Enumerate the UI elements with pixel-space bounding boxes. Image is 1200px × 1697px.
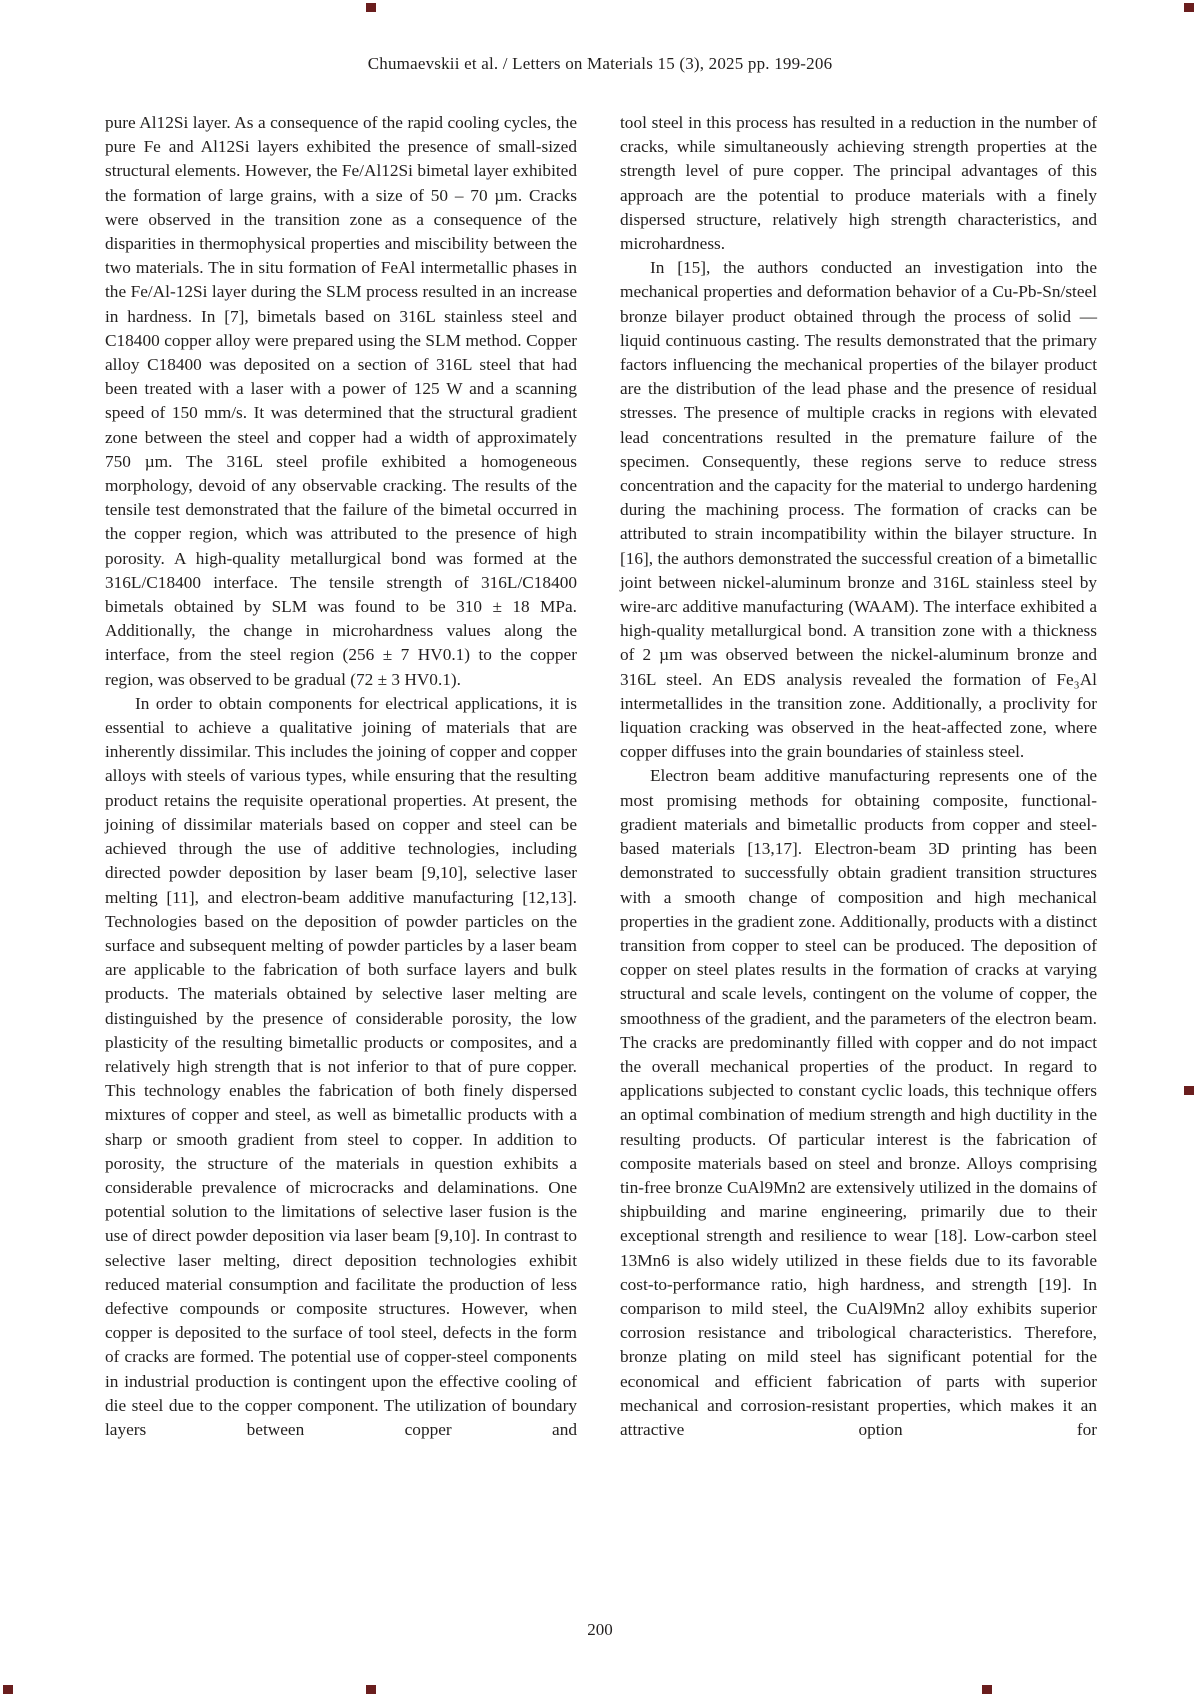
crop-mark: [1184, 3, 1194, 12]
right-column: [620, 111, 1097, 1442]
crop-mark: [366, 1685, 376, 1694]
paragraph: In [15], the authors conducted an investigation into the mechanical properties and deformation behavior of a Cu-Pb-Sn/steel bronze bilayer product obtained through the process of solid — liquid continuous casting. The results demonstrated that the primary factors influencing the mechanical properties of the bilayer product are the distribution of the lead phase and the presence of residual stresses. The presence of multiple cracks in regions with elevated lead concentrations resulted in the premature failure of the specimen. Consequently, these regions serve to reduce stress concentration and the capacity for the material to undergo hardening during the machining process. The formation of cracks can be attributed to strain incompatibility within the bilayer structure. In [16], the authors demonstrated the successful creation of a bimetallic joint between nickel-aluminum bronze and 316L stainless steel by wire-arc additive manufacturing (WAAM). The interface exhibited a high-quality metallurgical bond. A transition zone with a thickness of 2 µm was observed between the nickel-aluminum bronze and 316L steel. An EDS analysis revealed the formation of Fe₃Al intermetallides in the transition zone. Additionally, a proclivity for liquation cracking was observed in the heat-affected zone, where copper diffuses into the grain boundaries of stainless steel.: [620, 258, 1097, 762]
running-header: Chumaevskii et al. / Letters on Materials 15 (3), 2025 pp. 199-206: [367, 54, 833, 73]
two-column-text: [105, 111, 1097, 1442]
crop-mark: [3, 1685, 13, 1694]
crop-mark: [982, 1685, 992, 1694]
crop-mark: [366, 3, 376, 12]
page-number: 200: [587, 1620, 613, 1639]
paragraph: tool steel in this process has resulted in a reduction in the number of cracks, while simultaneously achieving strength properties at the strength level of pure copper. The principal advantages of this approach are the potential to produce materials with a finely dispersed structure, relatively high strength characteristics, and microhardness.: [620, 113, 1097, 254]
paragraph: In order to obtain components for electrical applications, it is essential to achieve a qualitative joining of materials that are inherently dissimilar. This includes the joining of copper and copper alloys with steels of various types, while ensuring that the resulting product retains the requisite operational properties. At present, the joining of dissimilar materials based on copper and steel can be achieved through the use of additive technologies, including directed powder deposition by laser beam [9,10], selective laser melting [11], and electron-beam additive manufacturing [12,13]. Technologies based on the deposition of powder particles on the surface and subsequent melting of powder particles by a laser beam are applicable to the fabrication of both surface layers and bulk products. The materials obtained by selective laser melting are distinguished by the presence of considerable porosity, the low plasticity of the resulting bimetallic products or composites, and a relatively high strength that is not inferior to that of pure copper. This technology enables the fabrication of both finely dispersed mixtures of copper and steel, as well as bimetallic products with a sharp or smooth gradient from steel to copper. In addition to porosity, the structure of the materials in question exhibits a considerable prevalence of microcracks and delaminations. One potential solution to the limitations of selective laser fusion is the use of direct powder deposition via laser beam [9,10]. In contrast to selective laser melting, direct deposition technologies exhibit reduced material consumption and facilitate the production of less defective compounds or composite structures. However, when copper is deposited to the surface of tool steel, defects in the form of cracks are formed. The potential use of copper-steel components in industrial production is contingent upon the effective cooling of die steel due to the copper component. The utilization of boundary layers between copper and: [105, 693, 577, 1439]
crop-mark: [1184, 1086, 1194, 1095]
left-column: [105, 111, 577, 1442]
paragraph: pure Al12Si layer. As a consequence of the rapid cooling cycles, the pure Fe and Al12Si layers exhibited the presence of small-sized structural elements. However, the Fe/Al12Si bimetal layer exhibited the formation of large grains, with a size of 50 – 70 µm. Cracks were observed in the transition zone as a consequence of the disparities in thermophysical properties and miscibility between the two materials. The in situ formation of FeAl intermetallic phases in the Fe/Al-12Si layer during the SLM process resulted in an increase in hardness. In [7], bimetals based on 316L stainless steel and C18400 copper alloy were prepared using the SLM method. Copper alloy C18400 was deposited on a section of 316L steel that had been treated with a laser with a power of 125 W and a scanning speed of 150 mm/s. It was determined that the structural gradient zone between the steel and copper had a width of approximately 750 µm. The 316L steel profile exhibited a homogeneous morphology, devoid of any observable cracking. The results of the tensile test demonstrated that the failure of the bimetal occurred in the copper region, which was attributed to the presence of high porosity. A high-quality metallurgical bond was formed at the 316L/C18400 interface. The tensile strength of 316L/C18400 bimetals obtained by SLM was found to be 310 ± 18 MPa. Additionally, the change in microhardness values along the interface, from the steel region (256 ± 7 HV0.1) to the copper region, was observed to be gradual (72 ± 3 HV0.1).: [105, 113, 577, 689]
paragraph: Electron beam additive manufacturing represents one of the most promising methods for obtaining composite, functional-gradient materials and bimetallic products from copper and steel-based materials [13,17]. Electron-beam 3D printing has been demonstrated to successfully obtain gradient transition structures with a smooth change of composition and high mechanical properties in the gradient zone. Additionally, products with a distinct transition from copper to steel can be produced. The deposition of copper on steel plates results in the formation of cracks at varying structural and scale levels, contingent on the volume of copper, the smoothness of the gradient, and the parameters of the electron beam. The cracks are predominantly filled with copper and do not impact the overall mechanical properties of the product. In regard to applications subjected to constant cyclic loads, this technique offers an optimal combination of medium strength and high ductility in the resulting products. Of particular interest is the fabrication of composite materials based on steel and bronze. Alloys comprising tin-free bronze CuAl9Mn2 are extensively utilized in the domains of shipbuilding and marine engineering, primarily due to their exceptional strength and resilience to wear [18]. Low-carbon steel 13Mn6 is also widely utilized in these fields due to its favorable cost-to-performance ratio, high hardness, and strength [19]. In comparison to mild steel, the CuAl9Mn2 alloy exhibits superior corrosion resistance and tribological characteristics. Therefore, bronze plating on mild steel has significant potential for the economical and efficient fabrication of parts with superior mechanical and corrosion-resistant properties, which makes it an attractive option for: [620, 766, 1097, 1439]
